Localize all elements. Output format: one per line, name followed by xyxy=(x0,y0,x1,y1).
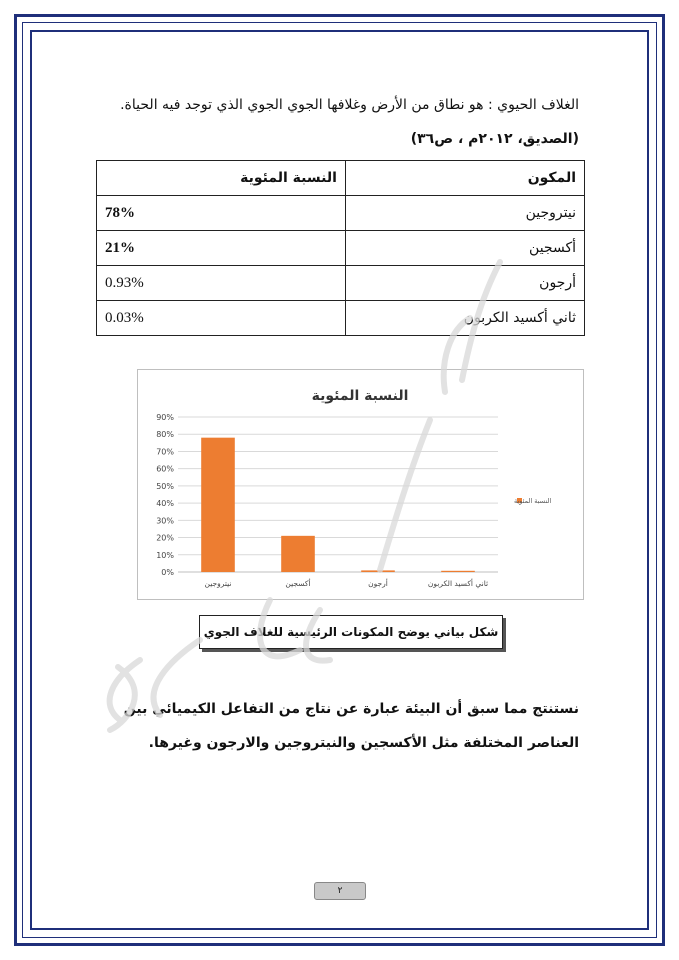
table-header-component: المكون xyxy=(345,161,584,196)
chart-caption: شكل بياني يوضح المكونات الرئيسية للغلاف الجوي xyxy=(199,615,503,649)
table-cell-name: ثاني أكسيد الكربون xyxy=(345,301,584,336)
table-cell-value: 21% xyxy=(97,231,346,266)
y-tick-label: 0% xyxy=(161,568,174,577)
y-tick-label: 80% xyxy=(156,430,174,440)
x-tick-label: أكسجين xyxy=(285,579,311,588)
chart-title: النسبة المئوية xyxy=(311,388,409,404)
definition-citation: (الصديق، ٢٠١٢م ، ص٣٦) xyxy=(410,131,579,147)
x-tick-label: نيتروجين xyxy=(204,579,232,588)
bar xyxy=(281,536,315,572)
table-cell-value: 0.93% xyxy=(97,266,346,301)
table-cell-name: نيتروجين xyxy=(345,196,584,231)
y-tick-label: 30% xyxy=(156,516,174,526)
table-header-percent: النسبة المئوية xyxy=(97,161,346,196)
table-row xyxy=(97,266,585,301)
definition-text: الغلاف الحيوي : هو نطاق من الأرض وغلافها الجوي الجوي الذي توجد فيه الحياة. xyxy=(120,97,579,113)
table-row xyxy=(97,301,585,336)
y-tick-label: 20% xyxy=(156,533,174,543)
bar-chart xyxy=(137,369,584,600)
y-tick-label: 40% xyxy=(156,499,174,509)
bar xyxy=(361,570,395,572)
bar xyxy=(441,571,475,572)
x-tick-label: أرجون xyxy=(368,579,388,588)
legend-label: النسبة المئوية xyxy=(514,497,552,505)
definition-paragraph xyxy=(99,88,579,156)
table-cell-value: 78% xyxy=(97,196,346,231)
composition-table xyxy=(96,160,585,336)
table-header-row xyxy=(97,161,585,196)
conclusion-paragraph: نستنتج مما سبق أن البيئة عبارة عن نتاج من التفاعل الكيميائي بين العناصر المختلفة مثل الأكسجين والنيتروجين والارجون وغيرها. xyxy=(123,701,579,751)
x-tick-label: ثاني أكسيد الكربون xyxy=(427,579,489,588)
table-cell-name: أرجون xyxy=(345,266,584,301)
table-cell-name: أكسجين xyxy=(345,231,584,266)
y-tick-label: 10% xyxy=(156,550,174,560)
y-tick-label: 90% xyxy=(156,413,174,422)
table-row xyxy=(97,231,585,266)
y-tick-label: 50% xyxy=(156,481,174,491)
y-tick-label: 70% xyxy=(156,447,174,457)
bar xyxy=(201,438,235,572)
bar-chart-svg xyxy=(138,370,583,599)
table-cell-value: 0.03% xyxy=(97,301,346,336)
page-number: ٢ xyxy=(314,882,366,900)
table-row xyxy=(97,196,585,231)
y-tick-label: 60% xyxy=(156,464,174,474)
